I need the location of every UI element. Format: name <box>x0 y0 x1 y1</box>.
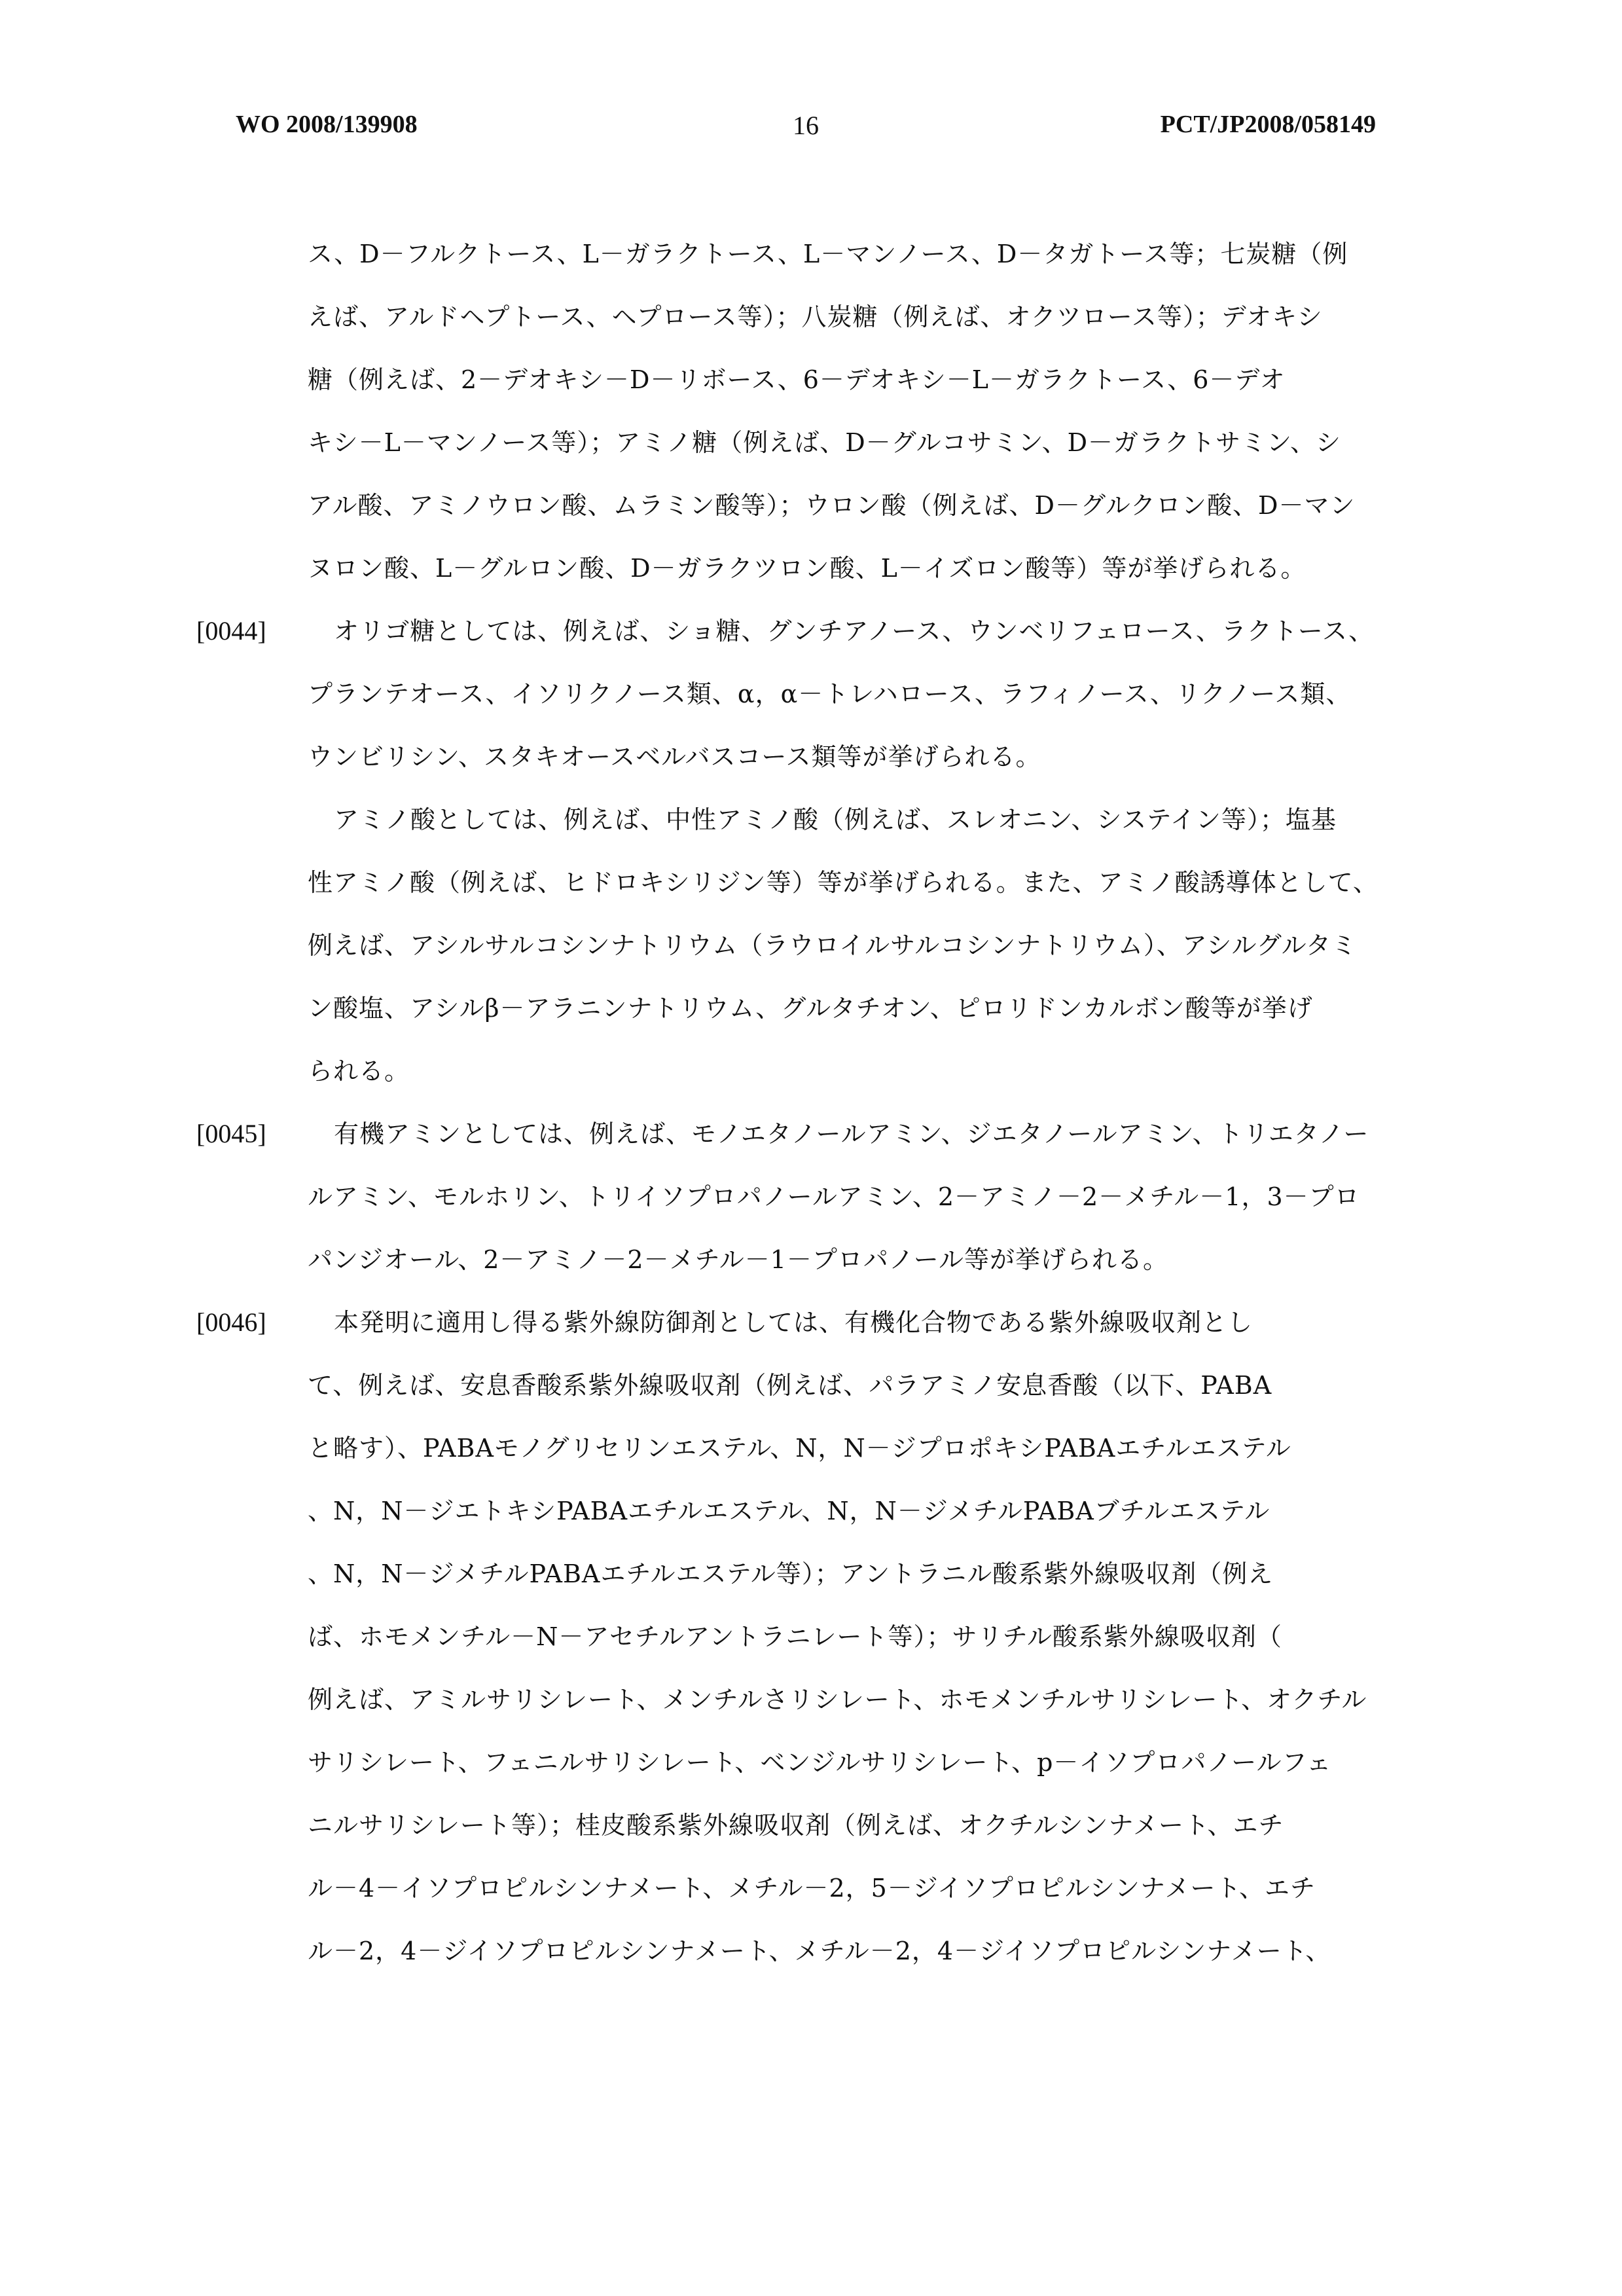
document-body <box>196 223 1440 1982</box>
text-line: 、N，N－ジメチルPABAエチルエステル等）；アントラニル酸系紫外線吸収剤（例え <box>308 1559 1274 1588</box>
text-line: て、例えば、安息香酸系紫外線吸収剤（例えば、パラアミノ安息香酸（以下、PABA <box>308 1371 1272 1400</box>
paragraph <box>196 1102 1440 1291</box>
text-line: 本発明に適用し得る紫外線防御剤としては、有機化合物である紫外線吸収剤とし <box>334 1308 1253 1337</box>
paragraph <box>196 788 1440 1102</box>
text-line: プランテオース、イソリクノース類、α，α－トレハロース、ラフィノース、リクノース類、 <box>308 680 1352 708</box>
text-line: アル酸、アミノウロン酸、ムラミン酸等）；ウロン酸（例えば、D－グルクロン酸、D－マン <box>308 491 1356 520</box>
text-line: ル－4－イソプロピルシンナメート、メチル－2，5－ジイソプロピルシンナメート、エチ <box>308 1874 1316 1903</box>
text-line: 有機アミンとしては、例えば、モノエタノールアミン、ジエタノールアミン、トリエタノー <box>334 1120 1369 1148</box>
text-line: 性アミノ酸（例えば、ヒドロキシリジン等）等が挙げられる。また、アミノ酸誘導体として、 <box>308 868 1379 897</box>
text-line: ヌロン酸、L－グルロン酸、D－ガラクツロン酸、L－イズロン酸等）等が挙げられる。 <box>308 554 1307 583</box>
text-line: パンジオール、2－アミノ－2－メチル－1－プロパノール等が挙げられる。 <box>308 1245 1168 1274</box>
paragraph <box>196 600 1440 788</box>
text-line: えば、アルドヘプトース、ヘプロース等）；八炭糖（例えば、オクツロース等）；デオキシ <box>308 302 1323 331</box>
text-line: 糖（例えば、2－デオキシ－D－リボース、6－デオキシ－L－ガラクトース、6－デオ <box>308 365 1286 394</box>
text-line: ルアミン、モルホリン、トリイソプロパノールアミン、2－アミノ－2－メチル－1，3－プロ <box>308 1182 1360 1211</box>
paragraph-number: [0045] <box>196 1119 266 1148</box>
text-line: 、N，N－ジエトキシPABAエチルエステル、N，N－ジメチルPABAブチルエステル <box>308 1497 1271 1525</box>
paragraph <box>196 1291 1440 1982</box>
text-line: ニルサリシレート等）；桂皮酸系紫外線吸収剤（例えば、オクチルシンナメート、エチ <box>308 1811 1284 1840</box>
text-line: ば、ホモメンチル－N－アセチルアントラニレート等）；サリチル酸系紫外線吸収剤（ <box>308 1622 1282 1651</box>
text-line: ル－2，4－ジイソプロピルシンナメート、メチル－2，4－ジイソプロピルシンナメート、 <box>308 1937 1331 1965</box>
text-line: 例えば、アミルサリシレート、メンチルさリシレート、ホモメンチルサリシレート、オクチル <box>308 1685 1367 1714</box>
publication-number: WO 2008/139908 <box>236 111 418 138</box>
text-line: られる。 <box>308 1057 410 1085</box>
text-line: サリシレート、フェニルサリシレート、ベンジルサリシレート、p－イソプロパノールフェ <box>308 1748 1332 1777</box>
text-line: オリゴ糖としては、例えば、ショ糖、グンチアノース、ウンベリフェロース、ラクトース、 <box>334 617 1375 646</box>
paragraph-number: [0044] <box>196 616 266 646</box>
text-line: ン酸塩、アシルβ－アラニンナトリウム、グルタチオン、ピロリドンカルボン酸等が挙げ <box>308 994 1313 1023</box>
page-number: 16 <box>793 111 819 140</box>
application-number: PCT/JP2008/058149 <box>1160 111 1376 138</box>
text-line: と略す）、PABAモノグリセリンエステル、N，N－ジプロポキシPABAエチルエステル <box>308 1434 1291 1463</box>
text-line: キシ－L－マンノース等）；アミノ糖（例えば、D－グルコサミン、D－ガラクトサミン、シ <box>308 428 1342 457</box>
page-header <box>236 110 1376 149</box>
text-line: アミノ酸としては、例えば、中性アミノ酸（例えば、スレオニン、システイン等）；塩基 <box>334 805 1337 834</box>
paragraph <box>196 223 1440 600</box>
text-line: ス、D－フルクトース、L－ガラクトース、L－マンノース、D－タガトース等；七炭糖（例 <box>308 240 1348 268</box>
text-line: 例えば、アシルサルコシンナトリウム（ラウロイルサルコシンナトリウム）、アシルグルタミ <box>308 931 1358 960</box>
text-line: ウンビリシン、スタキオースベルバスコース類等が挙げられる。 <box>308 742 1041 771</box>
paragraph-number: [0046] <box>196 1307 266 1337</box>
